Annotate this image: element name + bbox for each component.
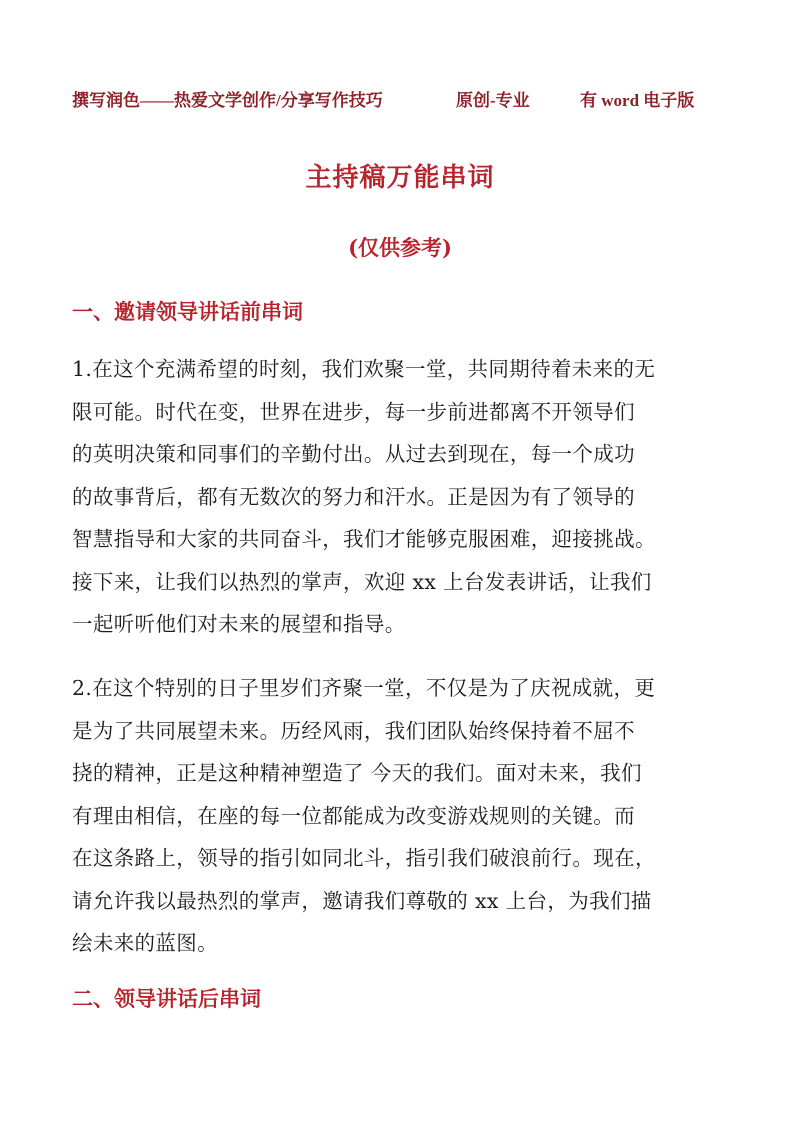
section-heading-2: 二、领导讲话后串词 xyxy=(72,986,261,1011)
paragraph-line: 1.在这个充满希望的时刻，我们欢聚一堂，共同期待着未来的无 xyxy=(72,357,656,381)
paragraph-line: 在这条路上，领导的指引如同北斗，指引我们破浪前行。现在， xyxy=(72,846,656,870)
paragraph-line: 请允许我以最热烈的掌声，邀请我们尊敬的 xx 上台，为我们描 xyxy=(72,888,652,913)
paragraph-1 xyxy=(72,348,732,646)
header-original-label: 原创-专业 xyxy=(456,91,530,110)
paragraph-2 xyxy=(72,667,732,965)
document-title: 主持稿万能串词 xyxy=(305,163,495,193)
paragraph-line: 智慧指导和大家的共同奋斗，我们才能够克服困难，迎接挑战。 xyxy=(72,527,656,551)
document-subtitle: (仅供参考) xyxy=(348,235,452,260)
paragraph-line: 限可能。时代在变，世界在进步，每一步前进都离不开领导们 xyxy=(72,399,635,424)
header-tagline: 撰写润色——热爱文学创作/分享写作技巧 xyxy=(72,91,383,110)
header-word-version-label: 有 word 电子版 xyxy=(580,91,695,110)
section-heading-1: 一、邀请领导讲话前串词 xyxy=(72,299,303,324)
paragraph-line: 是为了共同展望未来。历经风雨，我们团队始终保持着不屈不 xyxy=(72,718,635,743)
paragraph-line: 的故事背后，都有无数次的努力和汗水。正是因为有了领导的 xyxy=(72,484,635,509)
paragraph-line: 接下来，让我们以热烈的掌声，欢迎 xx 上台发表讲话，让我们 xyxy=(72,569,652,594)
paragraph-line: 挠的精神，正是这种精神塑造了 今天的我们。面对未来，我们 xyxy=(72,761,642,785)
paragraph-line: 的英明决策和同事们的辛勤付出。从过去到现在，每一个成功 xyxy=(72,442,635,466)
paragraph-line: 绘未来的蓝图。 xyxy=(72,931,218,955)
paragraph-line: 一起听听他们对未来的展望和指导。 xyxy=(72,612,406,636)
paragraph-line: 有理由相信，在座的每一位都能成为改变游戏规则的关键。而 xyxy=(72,803,635,828)
paragraph-line: 2.在这个特别的日子里岁们齐聚一堂，不仅是为了庆祝成就，更 xyxy=(72,676,656,700)
page-header xyxy=(0,86,800,114)
